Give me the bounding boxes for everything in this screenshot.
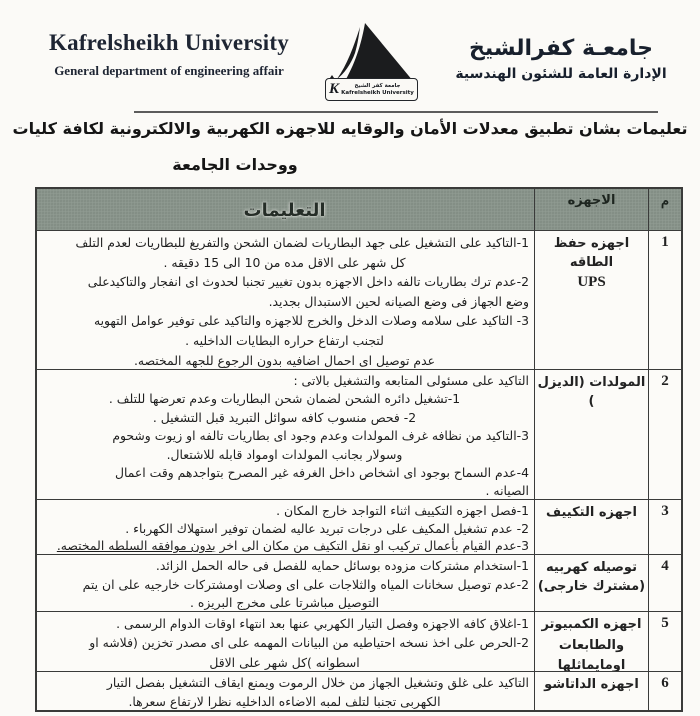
university-name-en: Kafrelsheikh University	[49, 30, 289, 55]
device-name-en: UPS	[577, 274, 606, 290]
instructions-table	[35, 187, 683, 712]
logo-banner-english: Kafrelsheikh University	[341, 89, 414, 96]
instructions-cell	[37, 612, 534, 671]
instruction-line: التاكيد على غلق وتشغيل الجهاز من خلال الرموت ويمنع ايقاف التشغيل بفصل التيار	[106, 675, 529, 690]
instruction-line: 1-تشغيل دائره الشحن لضمان شحن البطاريات وعدم تعرضها للتلف .	[108, 391, 461, 407]
device-name: اجهزه حفظ الطاقه	[553, 236, 630, 270]
row-number: 3	[648, 500, 681, 554]
device-name: اجهزه الكمبيوتر	[541, 617, 642, 632]
device-name: (مشترك خارجى)	[537, 579, 646, 594]
document-title-line1: تعليمات بشان تطبيق معدلات الأمان والوقايه للاجهزه الكهربية والالكترونية لكافة كليات	[12, 119, 688, 138]
device-name: اجهزه التكييف	[546, 505, 637, 520]
instructions-header-label: التعليمات	[243, 200, 326, 221]
device-cell	[534, 500, 648, 554]
department-name-en: General department of engineering affair	[54, 63, 284, 78]
table-row	[37, 500, 681, 555]
instruction-text: 3-عدم القيام بأعمال تركيب او نقل التكيف من مكان الى اخر	[215, 538, 529, 554]
device-name: والطابعات	[558, 637, 625, 653]
document-title-line2: ووحدات الجامعة	[172, 155, 298, 174]
table-row	[37, 612, 681, 672]
logo-banner-text	[341, 83, 414, 96]
instruction-line: الصيانه .	[485, 483, 529, 499]
device-name: المولدات (الديزل )	[537, 375, 646, 409]
table-row	[37, 672, 681, 710]
device-cell	[534, 231, 648, 369]
instruction-line: 1-اغلاق كافه الاجهزه وفصل التيار الكهربي عنها بعد انتهاء اوقات الدوام الرسمى .	[116, 616, 529, 631]
instruction-line	[40, 537, 529, 554]
instruction-line: الكهربى تجنبا لتلف لمبه الاضاءه الداخليه نظرا لارتفاع سعرها.	[128, 693, 441, 709]
row-number: 4	[648, 555, 681, 611]
device-cell	[534, 612, 648, 671]
row-number: 6	[648, 672, 681, 710]
instructions-cell	[37, 370, 534, 499]
logo-banner	[325, 78, 418, 101]
instruction-line: 2-عدم ترك بطاريات تالفه داخل الاجهزه بدون تغيير تجنبا لحدوث اى انفجار والتاكيدعلى	[87, 274, 529, 290]
column-header-device: الاجهزه	[534, 189, 648, 230]
instruction-line: 1-استخدام مشتركات مزوده بوسائل حمايه للفصل فى حاله الحمل الزائد.	[155, 558, 529, 573]
table-row	[37, 231, 681, 370]
table-row	[37, 370, 681, 500]
instruction-line: التاكيد على مسئولى المتابعه والتشغيل بالاتى :	[293, 373, 529, 388]
instructions-cell	[37, 500, 534, 554]
table-header-row	[37, 189, 681, 231]
instruction-line: 2- عدم تشغيل المكيف على درجات تبريد عاليه لضمان توفير استهلاك الكهرباء .	[125, 520, 529, 536]
instructions-cell	[37, 231, 534, 369]
instructions-cell	[37, 555, 534, 611]
instruction-line: وسولار بجانب المولدات اومواد قابله للاشتعال.	[166, 446, 403, 462]
instruction-line: لتجنب ارتفاع حراره البطايات الداخليه .	[185, 332, 384, 348]
instruction-line: 3-التاكيد من نظافه غرف المولدات وعدم وجود اى بطاريات تالفه او زيوت وشحوم	[112, 428, 529, 444]
device-cell	[534, 672, 648, 710]
instruction-line: كل شهر على الاقل مده من 10 الى 15 دقيقه .	[163, 254, 406, 270]
device-name: توصيله كهربيه	[546, 560, 637, 575]
university-logo	[316, 20, 428, 112]
department-name-ar: الإدارة العامة للشئون الهندسية	[455, 66, 667, 82]
column-header-number: م	[648, 189, 681, 230]
instruction-line: 4-عدم السماح بوجود اى اشخاص داخل الغرفه غير المصرح بتواجدهم وقت اعمال	[114, 465, 529, 481]
instruction-line: 1-فصل اجهزه التكييف اثناء التواجد خارج المكان .	[276, 503, 529, 518]
device-name: اجهزه الداتاشو	[544, 677, 639, 692]
logo-banner-arabic: جامعة كفر الشيخ	[354, 83, 401, 89]
column-header-instructions	[37, 189, 534, 230]
university-name-ar: جامعـة كفرالشيخ	[468, 36, 653, 61]
row-number: 2	[648, 370, 681, 499]
instruction-line: 3- التاكيد على سلامه وصلات الدخل والخرج للاجهزه والتاكيد على توفير عوامل التهويه	[93, 313, 529, 329]
instruction-line: 2-الحرص على اخذ نسخه احتياطيه من البيانات المهمه على اى مصدر تخزين (فلاشه او	[89, 635, 529, 651]
device-name: اومايماثلها	[557, 658, 626, 671]
instruction-line: وضع الجهاز فى وضع الصيانه لحين الاستبدال بجديد.	[268, 293, 529, 309]
instruction-line: 1-التاكيد على التشغيل على جهد البطاريات لضمان الشحن والتفريغ للبطاريات لعدم التلف	[75, 235, 529, 250]
instruction-line: 2- فحص منسوب كافه سوائل التبريد قبل التشغيل .	[152, 409, 417, 425]
row-number: 1	[648, 231, 681, 369]
instruction-line: عدم توصيل اى احمال اضافيه بدون الرجوع للجهه المختصه.	[133, 352, 436, 368]
instruction-line: 2-عدم توصيل سخانات المياه والثلاجات على اى وصلات اومشتركات خارجيه على ان يتم	[82, 576, 529, 592]
instruction-line: التوصيل مباشرتا على مخرج البريزه .	[189, 595, 380, 611]
instruction-line: اسطوانه )كل شهر على الاقل	[209, 654, 360, 670]
table-row	[37, 555, 681, 612]
device-cell	[534, 370, 648, 499]
header-divider	[134, 111, 658, 113]
instructions-cell	[37, 672, 534, 710]
row-number: 5	[648, 612, 681, 671]
device-cell	[534, 555, 648, 611]
header-english	[22, 30, 316, 79]
underlined-phrase: بدون موافقه السلطه المختصه.	[56, 538, 216, 554]
logo-k-letter: K	[329, 81, 340, 97]
header-arabic	[436, 36, 686, 82]
